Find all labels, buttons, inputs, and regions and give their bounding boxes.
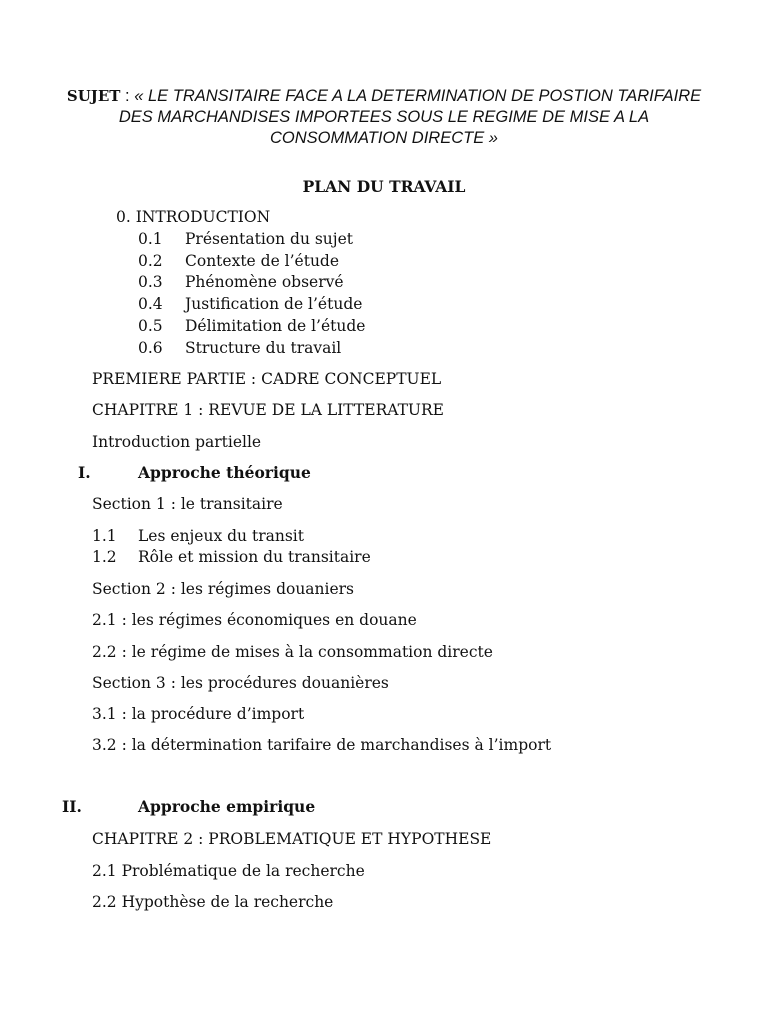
- approach1-heading: [78, 463, 311, 483]
- subject-separator: :: [120, 87, 135, 105]
- subject-title: « LE TRANSITAIRE FACE A LA DETERMINATION DE POSTION TARIFAIRE DES MARCHANDISES IMPORTEES SOUS LE REGIME DE MISE A LA CONSOMMATION DIRECTE »: [118, 87, 702, 147]
- subject-label: SUJET: [66, 87, 121, 105]
- toc-item: [138, 251, 339, 271]
- toc-item-number: 0.3: [138, 273, 163, 291]
- toc-item-number: 0.5: [138, 317, 163, 335]
- list-item-text: Les enjeux du transit: [138, 527, 304, 545]
- section3-heading: Section 3 : les procédures douanières: [92, 674, 389, 692]
- item-3-2: 3.2 : la détermination tarifaire de marchandises à l’import: [92, 736, 552, 754]
- toc-item-number: 0.4: [138, 295, 163, 313]
- item-3-1: 3.1 : la procédure d’import: [92, 705, 305, 723]
- approach1-text: Approche théorique: [138, 463, 311, 482]
- item-ch2-2: 2.2 Hypothèse de la recherche: [92, 893, 334, 911]
- item-2-1: 2.1 : les régimes économiques en douane: [92, 611, 417, 629]
- approach2-heading: [62, 797, 315, 817]
- introduction-heading: 0. INTRODUCTION: [116, 208, 271, 226]
- approach2-text: Approche empirique: [138, 797, 316, 816]
- toc-item-number: 0.2: [138, 252, 163, 270]
- list-item-number: 1.2: [92, 548, 117, 566]
- toc-item: [138, 316, 365, 336]
- section2-heading: Section 2 : les régimes douaniers: [92, 580, 355, 598]
- approach1-number: I.: [78, 463, 91, 482]
- item-2-2: 2.2 : le régime de mises à la consommation directe: [92, 643, 493, 661]
- toc-item: [138, 294, 362, 314]
- list-item-number: 1.1: [92, 527, 117, 545]
- intro-partial: Introduction partielle: [92, 433, 262, 451]
- subject-block: [60, 86, 708, 149]
- plan-title: PLAN DU TRAVAIL: [302, 177, 466, 196]
- toc-item-number: 0.1: [138, 230, 163, 248]
- item-ch2-1: 2.1 Problématique de la recherche: [92, 862, 365, 880]
- chapter1-heading: CHAPITRE 1 : REVUE DE LA LITTERATURE: [92, 401, 444, 419]
- toc-item-text: Justification de l’étude: [185, 295, 363, 313]
- toc-item-text: Phénomène observé: [185, 273, 344, 291]
- toc-item: [138, 338, 341, 358]
- section1-heading: Section 1 : le transitaire: [92, 495, 283, 513]
- part1-heading: PREMIERE PARTIE : CADRE CONCEPTUEL: [92, 370, 442, 388]
- toc-item-text: Contexte de l’étude: [185, 252, 340, 270]
- list-item-text: Rôle et mission du transitaire: [138, 548, 371, 566]
- toc-item-text: Structure du travail: [185, 339, 342, 357]
- approach2-number: II.: [62, 797, 82, 816]
- toc-item-number: 0.6: [138, 339, 163, 357]
- toc-item: [138, 229, 353, 249]
- toc-item-text: Délimitation de l’étude: [185, 317, 366, 335]
- list-item: [92, 526, 304, 546]
- chapter2-heading: CHAPITRE 2 : PROBLEMATIQUE ET HYPOTHESE: [92, 830, 492, 848]
- list-item: [92, 547, 371, 567]
- toc-item: [138, 272, 344, 292]
- toc-item-text: Présentation du sujet: [185, 230, 353, 248]
